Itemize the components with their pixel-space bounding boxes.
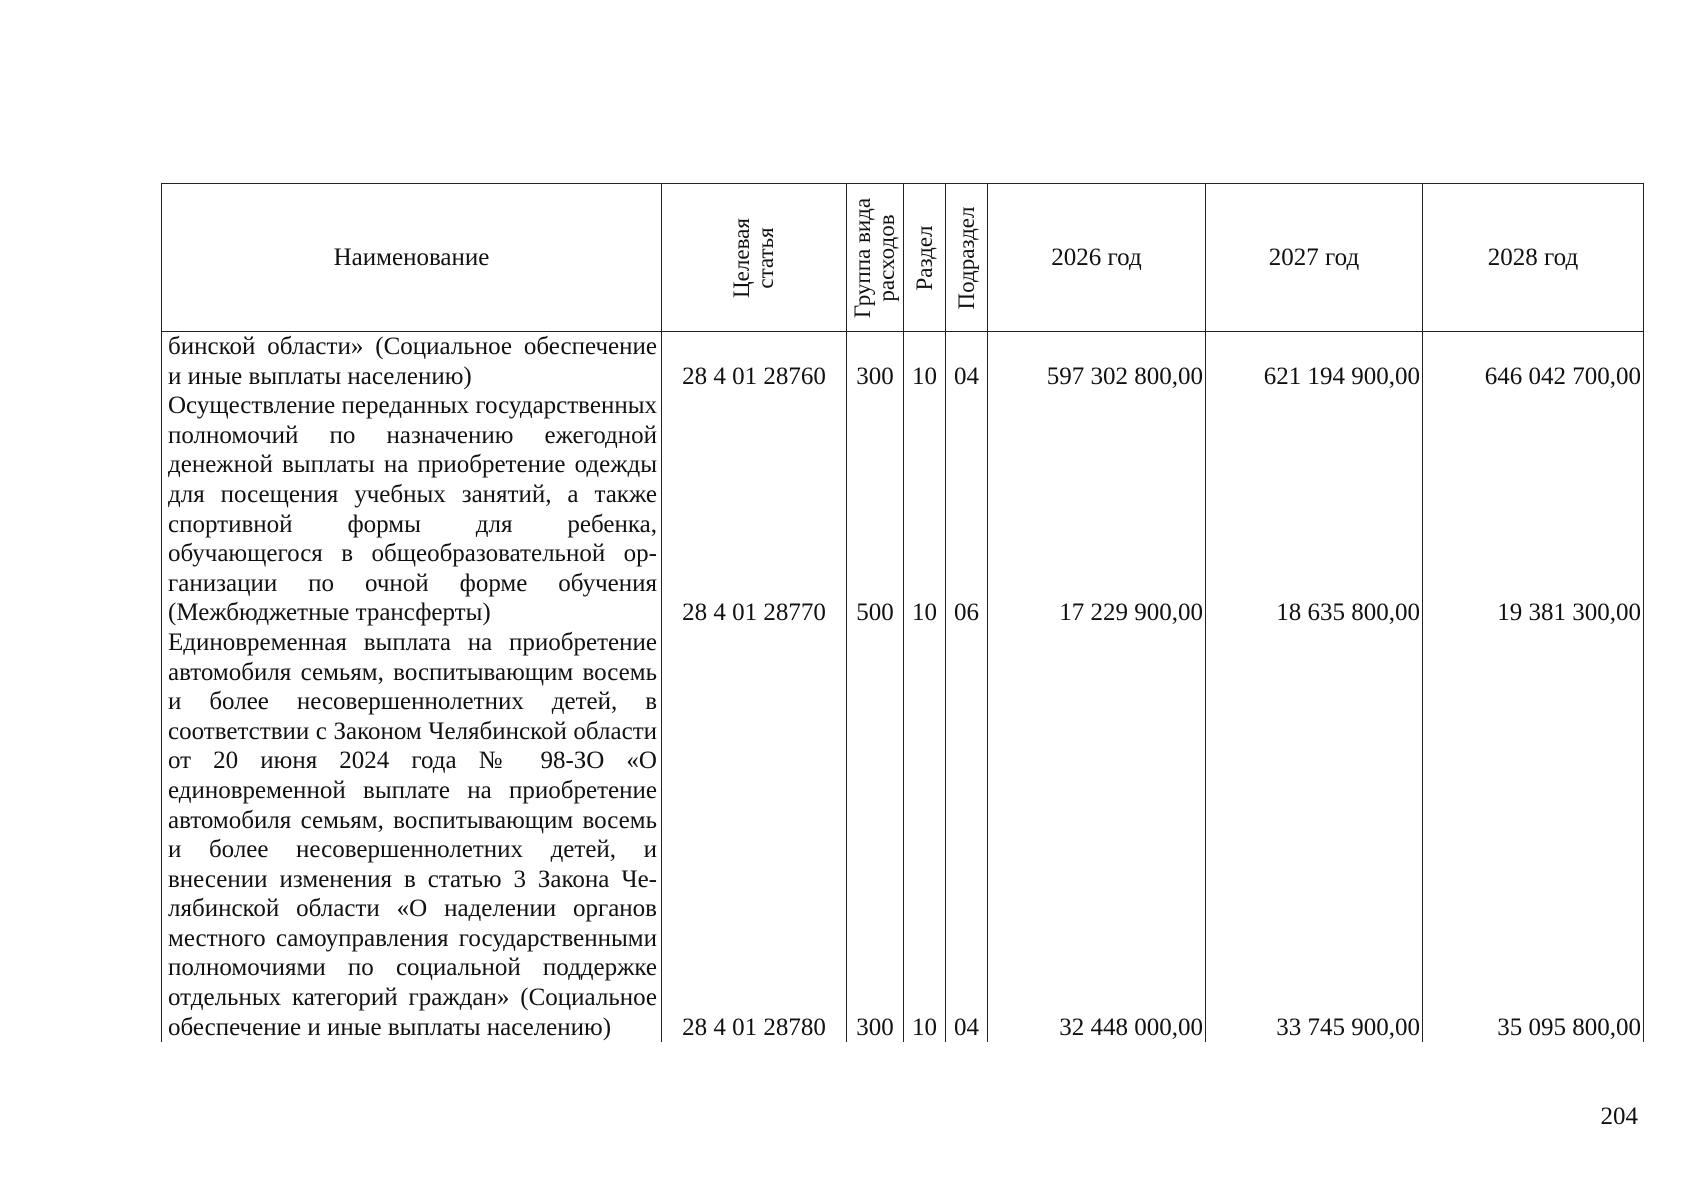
header-name: Наименование [162, 184, 662, 332]
table-row [162, 332, 1644, 392]
row-expense-group: 300 [847, 332, 904, 392]
row-amount-2027: 18 635 800,00 [1206, 391, 1423, 628]
row-name: бинской области» (Социальное обеспечение и иные выплаты населению) [162, 332, 662, 392]
row-subsection: 04 [946, 332, 988, 392]
row-name: Осуществление переданных государственных полномочий по назначению ежегодной денежной выплаты на приобретение одежды для посещения учебных занятий, а также спортивной формы для ребенка, обучающегося в общеобразовательной организации по очной форме обучения (Межбюджетные трансферты) [162, 391, 662, 628]
row-expense-group: 500 [847, 391, 904, 628]
row-amount-2026: 32 448 000,00 [988, 628, 1206, 1042]
row-section: 10 [904, 628, 946, 1042]
header-expense-group: Группа вида расходов [847, 184, 904, 332]
row-subsection: 04 [946, 628, 988, 1042]
header-target-article: Целевая статья [662, 184, 847, 332]
header-year-2026: 2026 год [988, 184, 1206, 332]
table-row [162, 391, 1644, 628]
header-section: Раздел [904, 184, 946, 332]
row-subsection: 06 [946, 391, 988, 628]
row-target-article: 28 4 01 28760 [662, 332, 847, 392]
row-section: 10 [904, 391, 946, 628]
row-amount-2028: 35 095 800,00 [1423, 628, 1644, 1042]
table-header-row [162, 184, 1644, 332]
budget-table [161, 183, 1644, 1042]
row-name: Единовременная выплата на приобретение автомобиля семьям, воспитывающим восемь и более несовершеннолетних детей, в соответствии с Законом Челябинской области от 20 июня 2024 года № 98-ЗО «О единовременной выплате на приобретение автомобиля семьям, воспитывающим восемь и более несовершеннолетних детей, и внесении изменения в статью 3 Закона Челябинской области «О наделении органов местного самоуправления государственными полномочиями по социальной поддержке отдельных категорий граждан» (Социальное обеспечение и иные выплаты населению) [162, 628, 662, 1042]
row-amount-2026: 17 229 900,00 [988, 391, 1206, 628]
header-year-2028: 2028 год [1423, 184, 1644, 332]
row-amount-2028: 19 381 300,00 [1423, 391, 1644, 628]
row-amount-2026: 597 302 800,00 [988, 332, 1206, 392]
page-number: 204 [1600, 1103, 1638, 1130]
row-amount-2027: 33 745 900,00 [1206, 628, 1423, 1042]
row-amount-2028: 646 042 700,00 [1423, 332, 1644, 392]
row-target-article: 28 4 01 28780 [662, 628, 847, 1042]
table-row [162, 628, 1644, 1042]
header-year-2027: 2027 год [1206, 184, 1423, 332]
row-section: 10 [904, 332, 946, 392]
row-expense-group: 300 [847, 628, 904, 1042]
header-subsection: Подраздел [946, 184, 988, 332]
row-amount-2027: 621 194 900,00 [1206, 332, 1423, 392]
row-target-article: 28 4 01 28770 [662, 391, 847, 628]
